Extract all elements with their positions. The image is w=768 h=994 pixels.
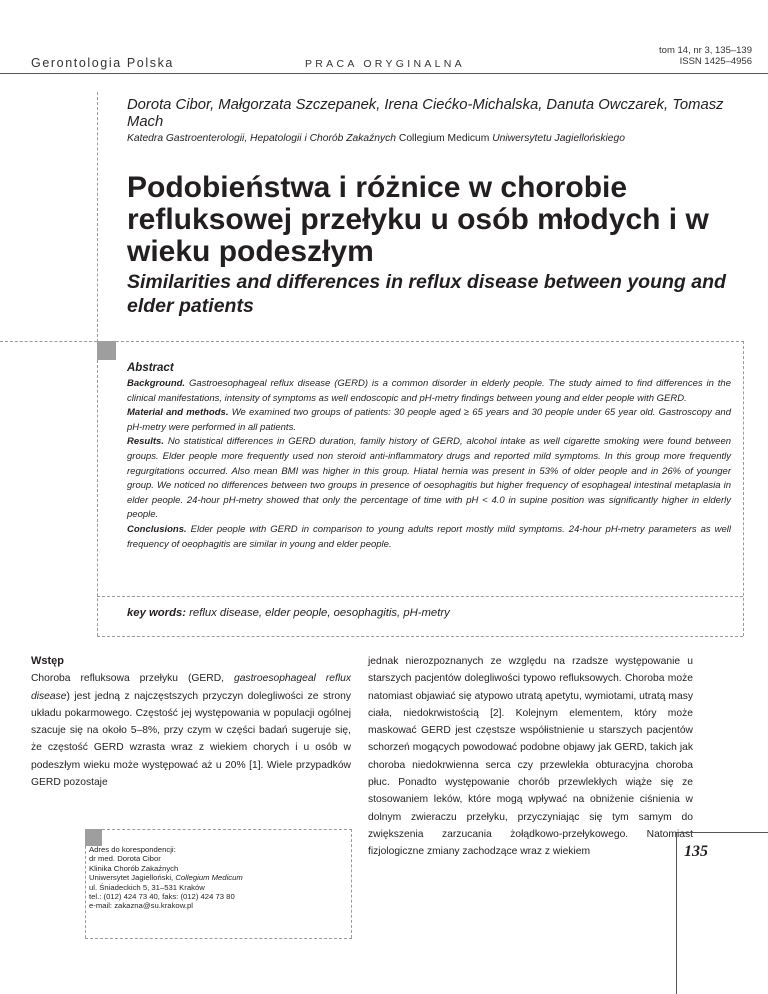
title-english: Similarities and differences in reflux disease between young and elder patients bbox=[127, 271, 726, 317]
keywords-top-dash bbox=[97, 596, 743, 597]
abstract-methods-label: Material and methods. bbox=[127, 407, 229, 419]
abstract-results-label: Results. bbox=[127, 436, 164, 448]
body-right-column bbox=[368, 653, 693, 861]
article-type: PRACA ORYGINALNA bbox=[305, 58, 465, 70]
affiliation-university: Uniwersytetu Jagiellońskiego bbox=[492, 133, 625, 144]
page-number: 135 bbox=[684, 843, 708, 860]
correspondence-marker bbox=[85, 829, 102, 846]
keywords bbox=[127, 607, 450, 619]
page-number-line bbox=[676, 833, 677, 994]
corr-university-italic: Collegium Medicum bbox=[175, 873, 243, 883]
intro-paragraph-continued: jednak nierozpoznanych ze względu na rzadsze występowanie u starszych pacjentów dolegliwości typowo refluksowych. Choroba może natomiast objawiać się atypowo utratą apetytu, wymiotami, utratą masy ciała, niedokrwistością [2]. Kolejnym elementem, który może maskować GERD jest częstsze współistnienie u starszych pacjentów schorzeń mogących powodować podobne objawy jak GERD, takich jak choroba niedokrwienna serca czy przewlekła obturacyjna choroba płuc. Ponadto występowanie chorób przewlekłych wiąże się ze stosowaniem leków, które mogą wpływać na obniżenie ciśnienia w dolnym zwieraczu przełyku, przyczyniając się tym samym do zwiększenia zarzucania żołądkowo-przełykowego. Natomiast fizjologiczne zmiany zachodzące wraz z wiekiem bbox=[368, 656, 693, 858]
corr-street: ul. Śniadeckich 5, 31–531 Kraków bbox=[89, 882, 205, 892]
keywords-label: key words: bbox=[127, 607, 187, 619]
abstract-heading: Abstract bbox=[127, 362, 174, 374]
abstract-conclusions-label: Conclusions. bbox=[127, 523, 187, 535]
abstract-right-dash bbox=[743, 341, 744, 636]
corr-bottom-dash bbox=[85, 938, 352, 939]
affiliation-department: Katedra Gastroenterologii, Hepatologii i Chorób Zakaźnych bbox=[127, 133, 397, 144]
intro-paragraph bbox=[31, 670, 351, 791]
abstract-marker bbox=[97, 341, 116, 360]
affiliation-college: Collegium Medicum bbox=[398, 133, 490, 144]
corr-university-pre: Uniwersytet Jagielloński, bbox=[89, 873, 176, 883]
affiliation bbox=[127, 131, 727, 146]
body-left-column bbox=[31, 653, 351, 791]
authors: Dorota Cibor, Małgorzata Szczepanek, Irena Ciećko-Michalska, Danuta Owczarek, Tomasz Mach bbox=[127, 97, 724, 130]
intro-p1-end: ) jest jedną z najczęstszych przyczyn dolegliwości ze strony układu pokarmowego. Częstość jej występowania w populacji ogólnej szacuje się na około 5–8%, przy czym w części badań sugeruje się, że częstość GERD wzrasta wraz z wiekiem chorych i u osób w podeszłym wieku może występować aż u 20% [1]. Wiele przypadków GERD pozostaje bbox=[31, 690, 351, 789]
section-heading-intro: Wstęp bbox=[31, 655, 64, 667]
corr-phone: tel.: (012) 424 73 40, faks: (012) 424 73 80 bbox=[89, 892, 235, 902]
abstract-background-label: Background. bbox=[127, 378, 186, 389]
corr-label: Adres do korespondencji: bbox=[89, 845, 176, 854]
abstract-left-dash bbox=[97, 360, 98, 636]
corr-university bbox=[89, 873, 339, 882]
corr-clinic: Klinika Chorób Zakaźnych bbox=[89, 863, 179, 873]
corr-name: dr med. Dorota Cibor bbox=[89, 854, 161, 864]
corr-left-dash bbox=[85, 846, 86, 938]
intro-p1-italic: gastroesophageal reflux disease bbox=[31, 673, 351, 702]
abstract-background: Gastroesophageal reflux disease (GERD) is a common disorder in elderly people. The study aimed to find differences in the clinical manifestations, intensity of symptoms as well endoscopic and pH-metry findings between young and elder people with GERD. bbox=[127, 378, 731, 404]
corr-top-dash bbox=[102, 829, 352, 830]
keywords-text: reflux disease, elder people, oesophagitis, pH-metry bbox=[189, 607, 450, 619]
volume-line: tom 14, nr 3, 135–139 bbox=[659, 45, 752, 56]
corr-email: e-mail: zakazna@su.krakow.pl bbox=[89, 901, 193, 911]
page-number-rule bbox=[676, 832, 768, 833]
journal-name: Gerontologia Polska bbox=[31, 56, 174, 70]
title-polish: Podobieństwa i różnice w chorobie refluksowej przełyku u osób młodych i w wieku podeszłym bbox=[127, 171, 709, 268]
issn-line: ISSN 1425–4956 bbox=[679, 56, 752, 67]
abstract-results: No statistical differences in GERD duration, family history of GERD, alcohol intake as well cigarette smoking were found between groups. Elder people more frequently used non steroid anti-inflammatory drugs and reported mild symptoms. In this group more frequently regurgitations occurred. Also mean BMI was higher in this group. Hiatal hernia was present in 53% of older people and in 26% of younger group. We noticed no differences between two groups in presence of oesophagitis but higher frequency of esophageal intestinal metaplasia in elder people. 24-hour pH-metry showed that only the percentage of time with pH < 4.0 in supine position was significantly higher in elderly people. bbox=[127, 436, 732, 521]
abstract-top-dash bbox=[116, 341, 744, 342]
abstract-body bbox=[127, 377, 731, 552]
frame-dash-left-horizontal bbox=[0, 341, 97, 342]
volume-info bbox=[659, 45, 752, 67]
abstract-bottom-dash bbox=[97, 636, 743, 637]
corr-right-dash bbox=[351, 829, 352, 938]
header-rule bbox=[0, 73, 768, 74]
abstract-conclusions: Elder people with GERD in comparison to young adults report mostly mild symptoms. 24-hour pH-metry parameters as well frequency of oeophagitis are similar in young and elder people. bbox=[127, 523, 731, 550]
intro-p1-start: Choroba refluksowa przełyku (GERD, bbox=[31, 673, 234, 685]
frame-dash-left-top bbox=[97, 92, 98, 342]
abstract-methods: We examined two groups of patients: 30 people aged ≥ 65 years and 30 people under 65 year old. Gastroscopy and pH-metry were performed in all patients. bbox=[127, 407, 731, 433]
correspondence-box bbox=[89, 845, 339, 911]
